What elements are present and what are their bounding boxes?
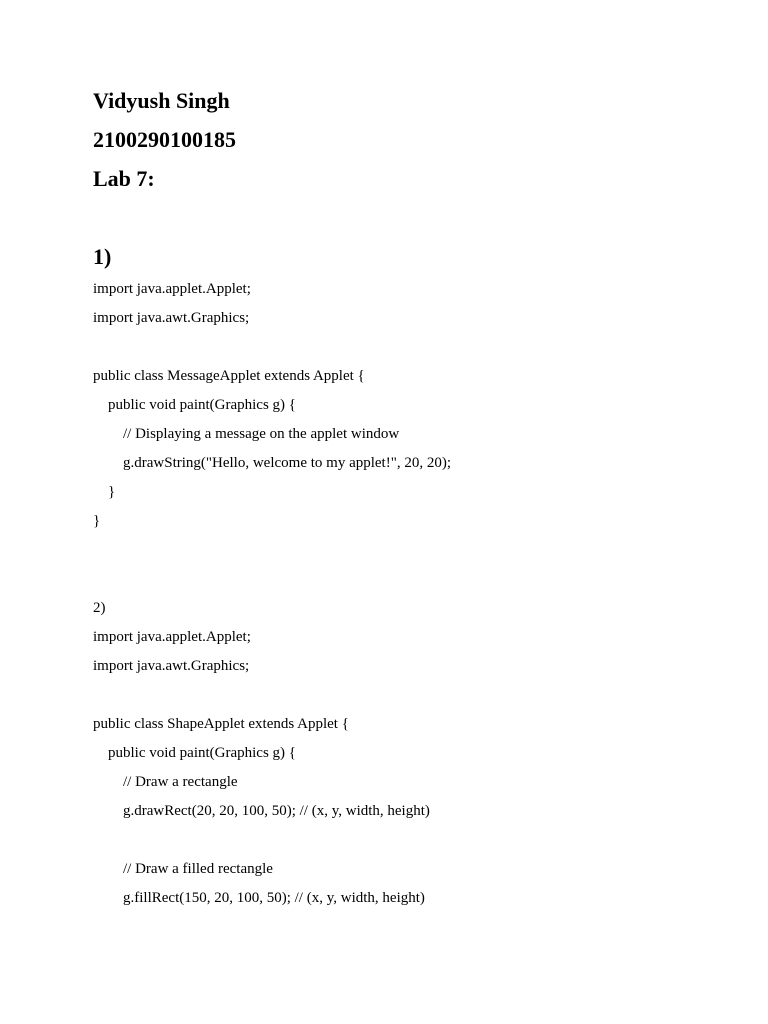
code-line: public class MessageApplet extends Applet {	[93, 368, 365, 384]
section-2-heading: 2)	[93, 600, 106, 616]
code-line: // Displaying a message on the applet window	[93, 426, 400, 442]
code-line	[93, 338, 693, 367]
code-line: import java.awt.Graphics;	[93, 310, 250, 326]
code-line: import java.awt.Graphics;	[93, 658, 250, 674]
code-line: g.fillRect(150, 20, 100, 50); // (x, y, width, height)	[93, 890, 425, 906]
code-line: }	[93, 513, 101, 529]
code-line: public class ShapeApplet extends Applet {	[93, 716, 349, 732]
code-line: public void paint(Graphics g) {	[93, 745, 296, 761]
code-line: // Draw a filled rectangle	[93, 861, 273, 877]
section-2-code-block	[93, 628, 693, 918]
section-1-heading: 1)	[93, 244, 112, 269]
code-line: // Draw a rectangle	[93, 774, 238, 790]
code-line: import java.applet.Applet;	[93, 629, 251, 645]
code-line: public void paint(Graphics g) {	[93, 397, 296, 413]
code-line: g.drawString("Hello, welcome to my applet!", 20, 20);	[93, 455, 452, 471]
code-line: import java.applet.Applet;	[93, 281, 251, 297]
code-line	[93, 686, 693, 715]
code-line: }	[93, 484, 116, 500]
student-id: 2100290100185	[93, 127, 236, 152]
author-name: Vidyush Singh	[93, 88, 230, 113]
section-1-code-block	[93, 280, 693, 541]
lab-title: Lab 7:	[93, 166, 155, 191]
code-line: g.drawRect(20, 20, 100, 50); // (x, y, width, height)	[93, 803, 430, 819]
code-line	[93, 831, 693, 860]
